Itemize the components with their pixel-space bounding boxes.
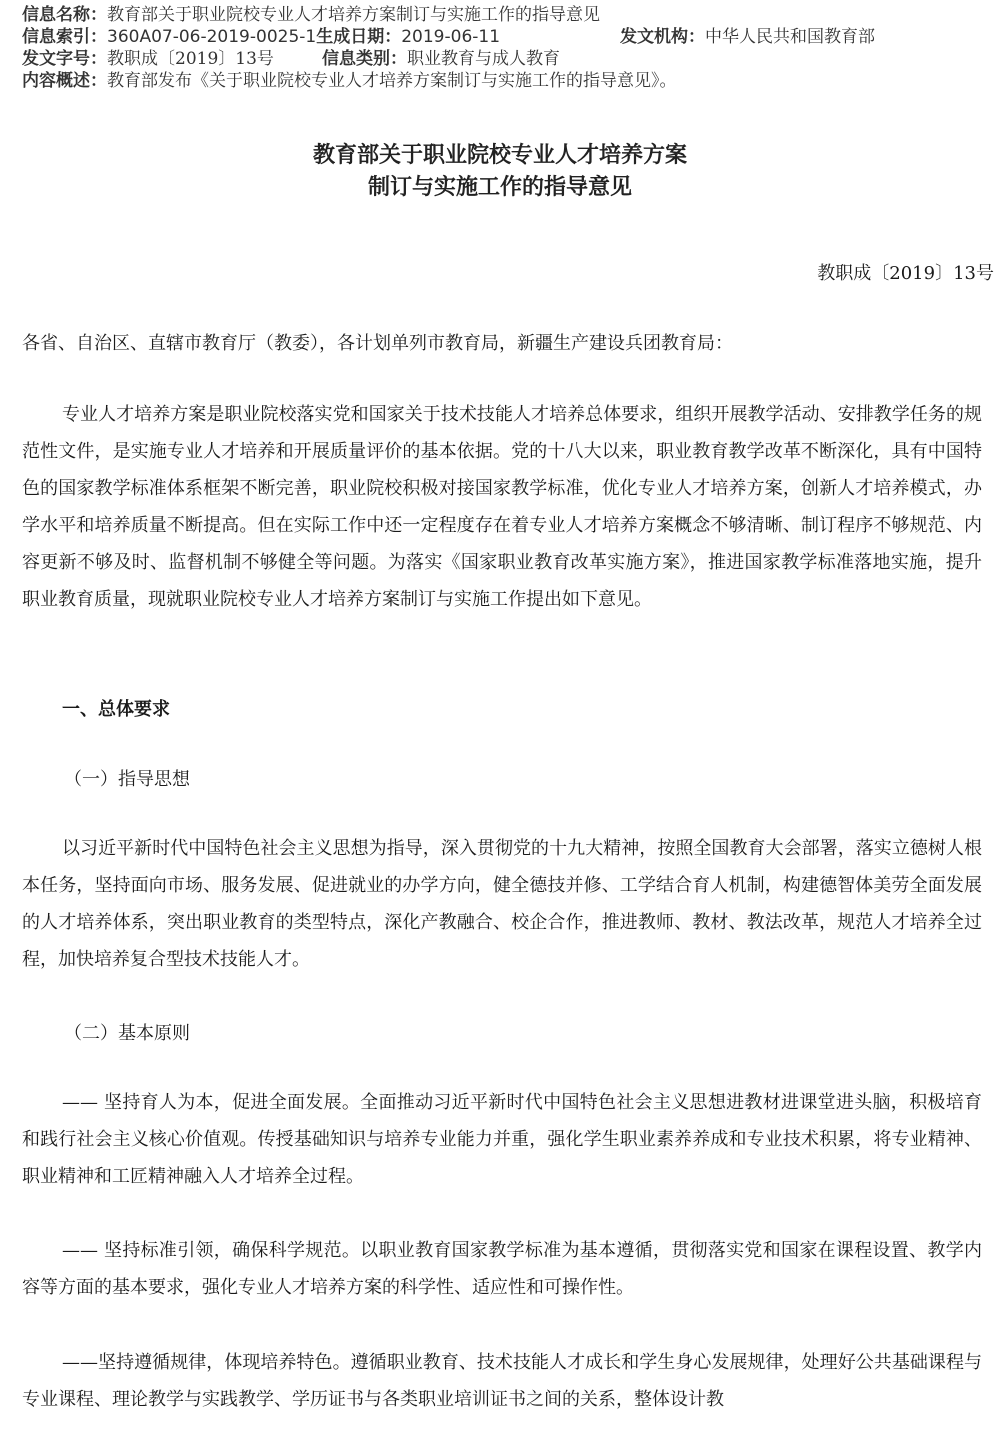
intro-paragraph: 专业人才培养方案是职业院校落实党和国家关于技术技能人才培养总体要求，组织开展教学活动、安排教学任务的规范性文件，是实施专业人才培养和开展质量评价的基本依据。党的十八大以来，职业教育教学改革不断深化，具有中国特色的国家教学标准体系框架不断完善，职业院校积极对接国家教学标准，优化专业人才培养方案，创新人才培养模式，办学水平和培养质量不断提高。但在实际工作中还一定程度存在着专业人才培养方案概念不够清晰、制订程序不够规范、内容更新不够及时、监督机制不够健全等问题。为落实《国家职业教育改革实施方案》，推进国家教学标准落地实施，提升职业教育质量，现就职业院校专业人才培养方案制订与实施工作提出如下意见。	[22, 404, 982, 610]
meta-category	[322, 48, 560, 70]
document-title-line-1: 教育部关于职业院校专业人才培养方案	[312, 143, 687, 168]
meta-row-name	[22, 4, 992, 26]
meta-docnum-label: 发文字号：	[22, 49, 107, 69]
subheading-guiding-ideology: （一）指导思想	[64, 769, 190, 790]
meta-row-summary	[22, 70, 992, 92]
meta-issuer-label: 发文机构：	[620, 27, 705, 47]
meta-name-label: 信息名称：	[22, 5, 107, 25]
meta-index-label: 信息索引：	[22, 27, 107, 47]
meta-summary-label: 内容概述：	[22, 71, 107, 91]
principle-paragraph-1: —— 坚持育人为本，促进全面发展。全面推动习近平新时代中国特色社会主义思想进教材进课堂进头脑，积极培育和践行社会主义核心价值观。传授基础知识与培养专业能力并重，强化学生职业素养养成和专业技术积累，将专业精神、职业精神和工匠精神融入人才培养全过程。	[22, 1092, 982, 1187]
subheading-basic-principles: （二）基本原则	[64, 1023, 190, 1044]
meta-docnum-value: 教职成〔2019〕13号	[107, 49, 274, 69]
document-title	[0, 140, 1000, 204]
meta-category-value: 职业教育与成人教育	[407, 49, 560, 69]
meta-date-value: 2019-06-11	[401, 27, 501, 47]
meta-category-label: 信息类别：	[322, 49, 407, 69]
guiding-ideology-paragraph: 以习近平新时代中国特色社会主义思想为指导，深入贯彻党的十九大精神，按照全国教育大会部署，落实立德树人根本任务，坚持面向市场、服务发展、促进就业的办学方向，健全德技并修、工学结合育人机制，构建德智体美劳全面发展的人才培养体系，突出职业教育的类型特点，深化产教融合、校企合作，推进教师、教材、教法改革，规范人才培养全过程，加快培养复合型技术技能人才。	[22, 838, 982, 970]
meta-date-label: 生成日期：	[316, 27, 402, 47]
principle-paragraph-3: ——坚持遵循规律，体现培养特色。遵循职业教育、技术技能人才成长和学生身心发展规律，处理好公共基础课程与专业课程、理论教学与实践教学、学历证书与各类职业培训证书之间的关系，整体设计教	[22, 1352, 982, 1410]
meta-issuer	[620, 26, 875, 48]
meta-row-index	[22, 26, 992, 48]
meta-index-value: 360A07-06-2019-0025-1	[107, 27, 317, 47]
document-number: 教职成〔2019〕13号	[817, 263, 994, 284]
meta-summary-value: 教育部发布《关于职业院校专业人才培养方案制订与实施工作的指导意见》。	[107, 71, 677, 91]
meta-issuer-value: 中华人民共和国教育部	[705, 27, 875, 47]
document-title-line-2: 制订与实施工作的指导意见	[367, 175, 632, 200]
salutation: 各省、自治区、直辖市教育厅（教委），各计划单列市教育局，新疆生产建设兵团教育局：	[22, 333, 733, 354]
info-metadata-block	[22, 4, 992, 92]
meta-row-docnum	[22, 48, 992, 70]
section-heading-general-requirements: 一、总体要求	[62, 699, 170, 720]
meta-name-value: 教育部关于职业院校专业人才培养方案制订与实施工作的指导意见	[107, 5, 600, 25]
principle-paragraph-2: —— 坚持标准引领，确保科学规范。以职业教育国家教学标准为基本遵循，贯彻落实党和国家在课程设置、教学内容等方面的基本要求，强化专业人才培养方案的科学性、适应性和可操作性。	[22, 1240, 982, 1298]
